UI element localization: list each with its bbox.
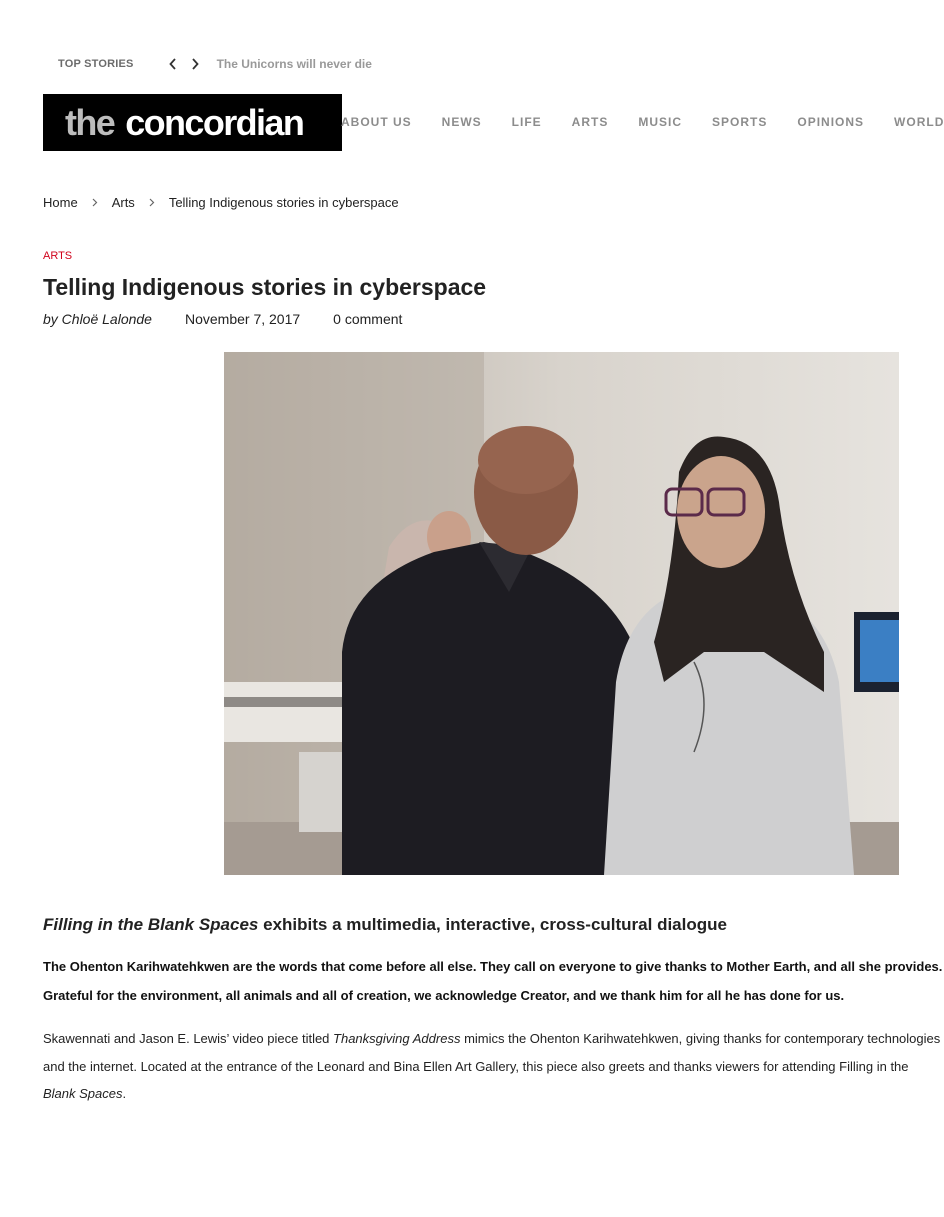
body-text-segment: mimics the Ohenton Karihwatehkwen, giving thanks for contemporary technologies	[460, 1031, 941, 1046]
breadcrumb-home-link[interactable]: Home	[43, 195, 78, 210]
ticker-headline-link[interactable]: The Unicorns will never die	[216, 57, 372, 71]
nav-item-news[interactable]: NEWS	[441, 115, 482, 129]
nav-item-life[interactable]: LIFE	[511, 115, 542, 129]
chevron-right-icon	[149, 198, 155, 207]
body-text-italic-segment: Blank Spaces	[43, 1086, 123, 1101]
logo-text-the: the	[65, 101, 115, 143]
logo-text-concordian: concordian	[125, 101, 304, 143]
top-stories-ticker	[58, 55, 372, 73]
article-comments-link[interactable]: 0 comment	[333, 311, 403, 327]
article-author[interactable]: by Chloë Lalonde	[43, 311, 152, 327]
body-paragraph-line-1	[43, 1031, 941, 1046]
lead-paragraph-line-2: Grateful for the environment, all animals and all of creation, we acknowledge Creator, and we thank him for all he has done for us.	[43, 988, 845, 1003]
article-meta	[43, 311, 402, 327]
nav-item-sports[interactable]: SPORTS	[712, 115, 768, 129]
nav-item-world[interactable]: WORLD	[894, 115, 944, 129]
body-text-italic-segment: Thanksgiving Address	[333, 1031, 461, 1046]
nav-item-arts[interactable]: ARTS	[571, 115, 609, 129]
body-paragraph-line-3	[43, 1086, 899, 1101]
body-text-segment: .	[122, 1086, 127, 1101]
breadcrumb	[43, 195, 399, 210]
chevron-right-icon[interactable]	[189, 57, 201, 71]
nav-item-opinions[interactable]: OPINIONS	[797, 115, 865, 129]
subtitle-text: exhibits a multimedia, interactive, cross-cultural dialogue	[258, 915, 727, 934]
body-text-segment: Skawennati and Jason E. Lewis’ video piece titled	[43, 1031, 334, 1046]
article-date: November 7, 2017	[184, 311, 301, 327]
top-stories-label: TOP STORIES	[58, 58, 134, 70]
site-logo[interactable]	[43, 94, 342, 151]
lead-paragraph-line-1: The Ohenton Karihwatehkwen are the words that come before all else. They call on everyone to give thanks to Mother Earth, and all she provides.	[43, 959, 943, 974]
article-subtitle	[43, 915, 727, 935]
subtitle-italic-text: Filling in the Blank Spaces	[43, 915, 259, 934]
chevron-left-icon[interactable]	[167, 57, 179, 71]
article-featured-photo	[224, 352, 899, 875]
article-title: Telling Indigenous stories in cyberspace	[43, 274, 487, 300]
nav-item-music[interactable]: MUSIC	[638, 115, 683, 129]
chevron-right-icon	[92, 198, 98, 207]
breadcrumb-current: Telling Indigenous stories in cyberspace	[168, 195, 399, 210]
article-category-link[interactable]: ARTS	[43, 250, 73, 262]
body-paragraph-line-2: and the internet. Located at the entrance of the Leonard and Bina Ellen Art Gallery, this piece also greets and thanks viewers for attending Filling in the	[43, 1059, 909, 1074]
nav-item-about-us[interactable]: ABOUT US	[341, 115, 412, 129]
ticker-arrows	[167, 57, 201, 71]
breadcrumb-section-link[interactable]: Arts	[111, 195, 135, 210]
main-nav	[341, 115, 944, 131]
